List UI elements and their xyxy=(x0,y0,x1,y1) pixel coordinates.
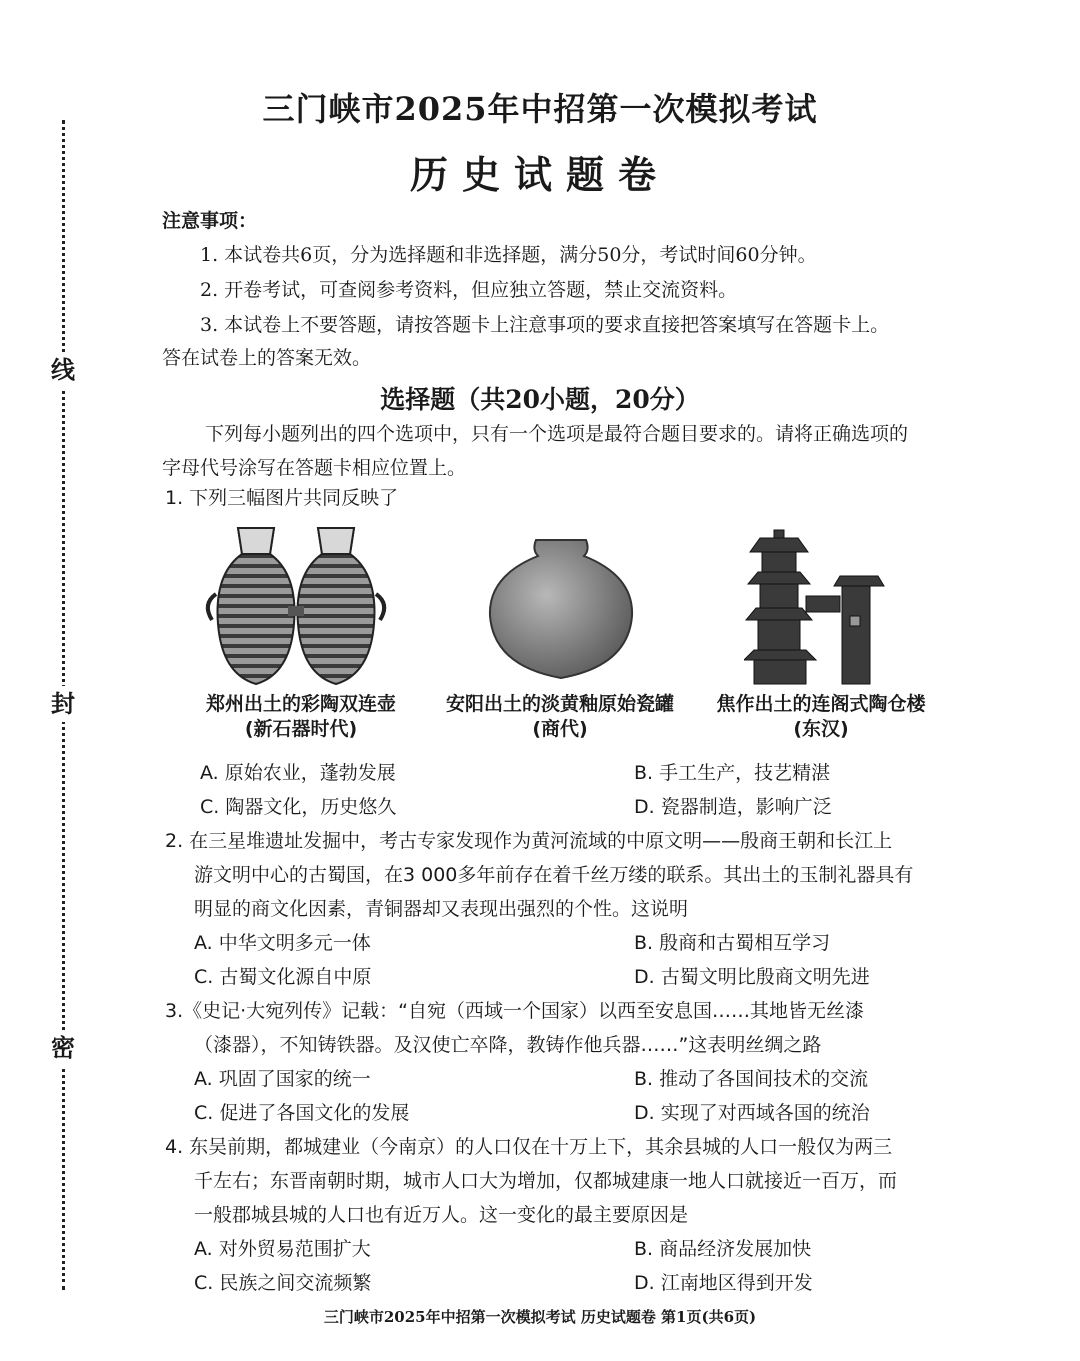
figure-caption-1 xyxy=(156,692,446,742)
q2-option-d[interactable]: D. 古蜀文明比殷商文明先进 xyxy=(634,966,870,988)
q2-stem-line3: 明显的商文化因素，青铜器却又表现出强烈的个性。这说明 xyxy=(194,898,689,920)
q1-option-d[interactable]: D. 瓷器制造，影响广泛 xyxy=(634,796,832,818)
q4-stem-line3: 一般郡城县城的人口也有近万人。这一变化的最主要原因是 xyxy=(194,1204,689,1226)
figure-double-jar xyxy=(198,524,394,688)
figure-3-name: 焦作出土的连阁式陶仓楼 xyxy=(716,693,926,715)
notice-item-3: 3. 本试卷上不要答题，请按答题卡上注意事项的要求直接把答案填写在答题卡上。 xyxy=(200,314,890,336)
q4-option-a[interactable]: A. 对外贸易范围扩大 xyxy=(194,1238,371,1260)
q3-stem-line2: （漆器），不知铸铁器。及汉使亡卒降，教铸作他兵器……”这表明丝绸之路 xyxy=(194,1034,822,1056)
notice-item-1: 1. 本试卷共6页，分为选择题和非选择题，满分50分，考试时间60分钟。 xyxy=(200,244,817,266)
q4-stem-line1: 4. 东吴前期，都城建业（今南京）的人口仅在十万上下，其余县城的人口一般仅为两三 xyxy=(165,1136,893,1158)
q3-option-b[interactable]: B. 推动了各国间技术的交流 xyxy=(634,1068,869,1090)
figure-2-name: 安阳出土的淡黄釉原始瓷罐 xyxy=(445,693,674,715)
q1-option-c[interactable]: C. 陶器文化，历史悠久 xyxy=(200,796,397,818)
figure-3-era: (东汉) xyxy=(793,718,849,740)
figure-caption-3 xyxy=(676,692,966,742)
q3-option-d[interactable]: D. 实现了对西域各国的统治 xyxy=(634,1102,870,1124)
q2-option-a[interactable]: A. 中华文明多元一体 xyxy=(194,932,371,954)
section-heading: 选择题（共20小题，20分） xyxy=(380,385,700,414)
q2-stem-line2: 游文明中心的古蜀国，在3 000多年前存在着千丝万缕的联系。其出土的玉制礼器具有 xyxy=(194,864,914,886)
q4-option-b[interactable]: B. 商品经济发展加快 xyxy=(634,1238,812,1260)
section-instruction-line2: 字母代号涂写在答题卡相应位置上。 xyxy=(162,457,467,479)
notice-item-3-cont: 答在试卷上的答案无效。 xyxy=(162,347,372,369)
q4-option-c[interactable]: C. 民族之间交流频繁 xyxy=(194,1272,372,1294)
q2-option-c[interactable]: C. 古蜀文化源自中原 xyxy=(194,966,372,988)
q1-option-a[interactable]: A. 原始农业，蓬勃发展 xyxy=(200,762,396,784)
q4-option-d[interactable]: D. 江南地区得到开发 xyxy=(634,1272,813,1294)
margin-char-feng: 封 xyxy=(46,686,80,722)
q3-option-c[interactable]: C. 促进了各国文化的发展 xyxy=(194,1102,410,1124)
page-footer: 三门峡市2025年中招第一次模拟考试 历史试题卷 第1页(共6页) xyxy=(323,1308,757,1326)
figure-caption-2 xyxy=(415,692,705,742)
notice-item-2: 2. 开卷考试，可查阅参考资料，但应独立答题，禁止交流资料。 xyxy=(200,279,738,301)
section-instruction-line1: 下列每小题列出的四个选项中，只有一个选项是最符合题目要求的。请将正确选项的 xyxy=(205,423,909,445)
q1-stem: 1. 下列三幅图片共同反映了 xyxy=(165,487,399,509)
notice-heading: 注意事项： xyxy=(162,210,258,232)
q4-stem-line2: 千左右；东晋南朝时期，城市人口大为增加，仅都城建康一地人口就接近一百万，而 xyxy=(194,1170,898,1192)
q2-option-b[interactable]: B. 殷商和古蜀相互学习 xyxy=(634,932,831,954)
margin-char-xian: 线 xyxy=(46,352,80,388)
q1-option-b[interactable]: B. 手工生产，技艺精湛 xyxy=(634,762,831,784)
figure-pottery-tower xyxy=(744,526,888,686)
q2-stem-line1: 2. 在三星堆遗址发掘中，考古专家发现作为黄河流域的中原文明——殷商王朝和长江上 xyxy=(165,830,893,852)
figure-porcelain-jar xyxy=(486,536,636,682)
paper-title: 历史试题卷 xyxy=(409,152,670,197)
margin-char-mi: 密 xyxy=(46,1030,80,1066)
exam-title: 三门峡市2025年中招第一次模拟考试 xyxy=(262,90,818,128)
q3-stem-line1: 3.《史记·大宛列传》记载：“自宛（西域一个国家）以西至安息国……其地皆无丝漆 xyxy=(165,1000,865,1022)
figure-2-era: (商代) xyxy=(532,718,588,740)
q3-option-a[interactable]: A. 巩固了国家的统一 xyxy=(194,1068,371,1090)
figure-1-era: (新石器时代) xyxy=(244,718,358,740)
figure-1-name: 郑州出土的彩陶双连壶 xyxy=(205,693,396,715)
